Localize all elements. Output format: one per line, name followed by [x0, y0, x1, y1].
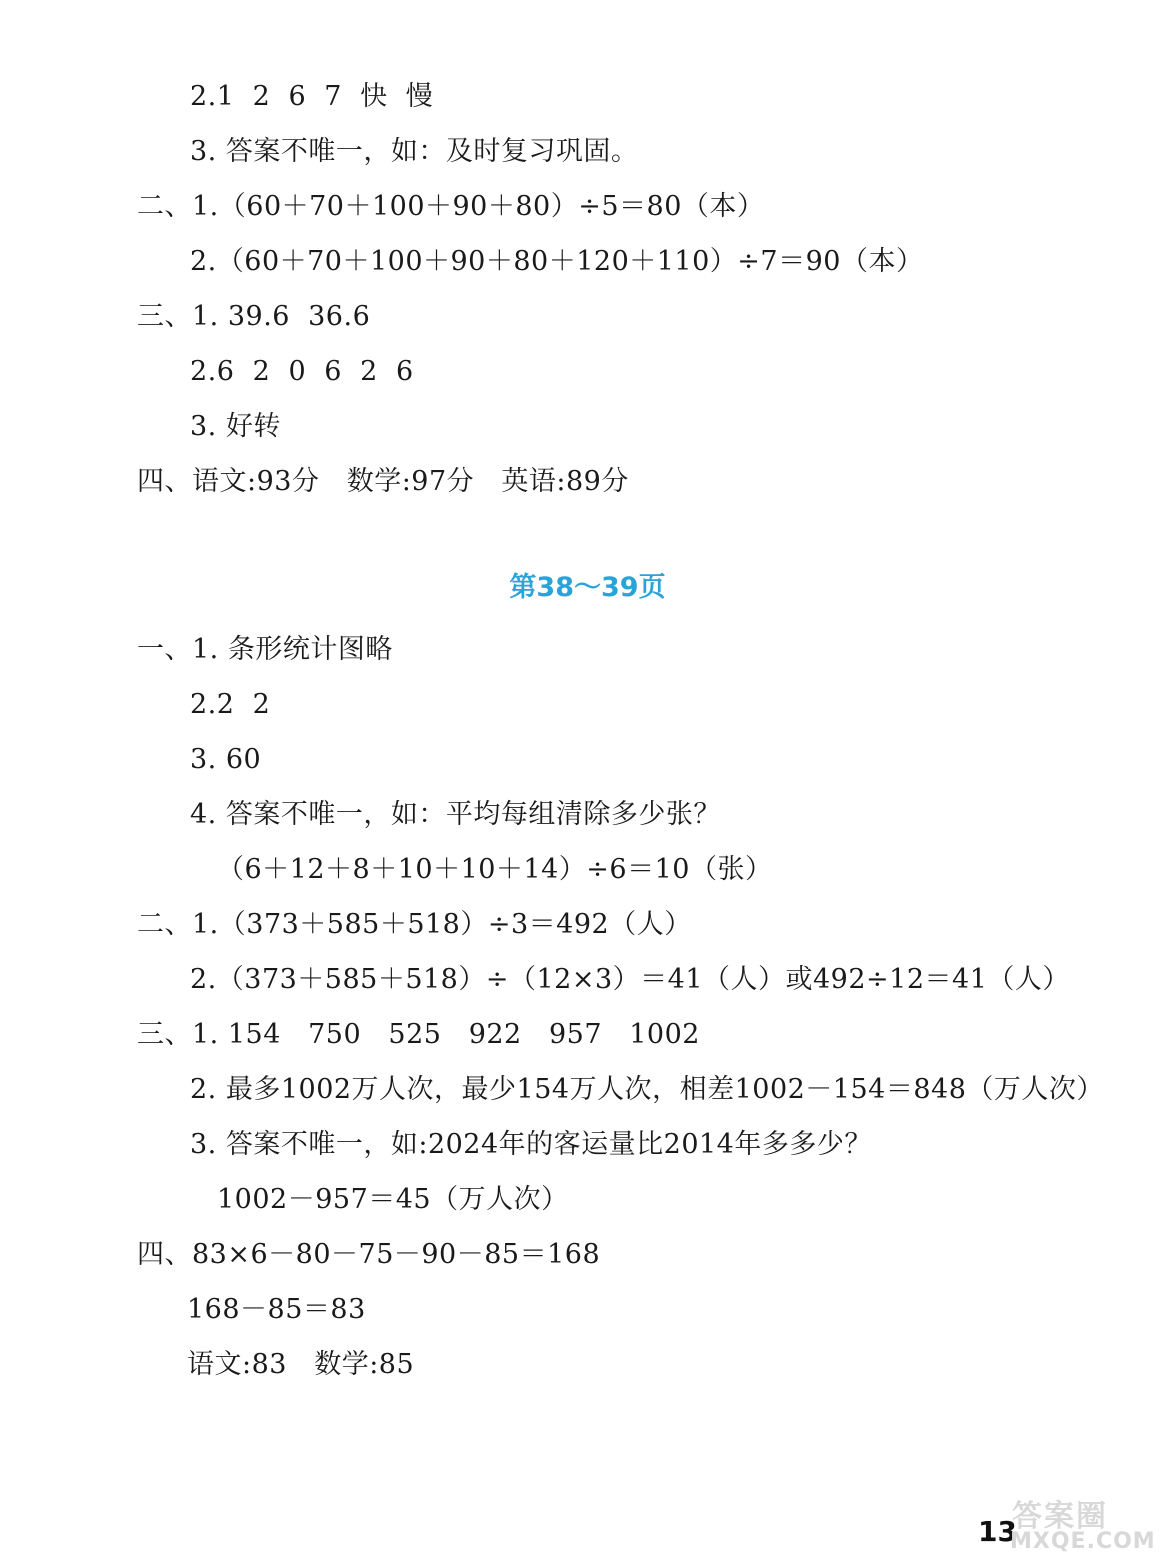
- answer-line: 二、1.（60＋70＋100＋90＋80）÷5＝80（本）: [137, 191, 765, 222]
- answer-line: 2.6 2 0 6 2 6: [190, 356, 414, 387]
- answer-line: 3. 答案不唯一，如:2024年的客运量比2014年多多少？: [190, 1129, 872, 1160]
- page-number: 13: [978, 1515, 1017, 1548]
- answer-line: 1002－957＝45（万人次）: [217, 1184, 569, 1215]
- answer-line: 168－85＝83: [187, 1294, 366, 1325]
- answer-line: 2.（373＋585＋518）÷（12×3）＝41（人）或492÷12＝41（人）: [190, 964, 1070, 995]
- answer-line: 二、1.（373＋585＋518）÷3＝492（人）: [137, 909, 692, 940]
- watermark-url: MXQE.COM: [1010, 1529, 1156, 1554]
- answer-line: 三、1. 154 750 525 922 957 1002: [137, 1019, 700, 1050]
- answer-line: 一、1. 条形统计图略: [137, 634, 393, 665]
- answer-line: 2.（60＋70＋100＋90＋80＋120＋110）÷7＝90（本）: [190, 246, 924, 277]
- answer-line: 四、83×6－80－75－90－85＝168: [137, 1239, 601, 1270]
- answer-line: 2. 最多1002万人次，最少154万人次，相差1002－154＝848（万人次）: [190, 1074, 1104, 1105]
- answer-line: 3. 答案不唯一，如：及时复习巩固。: [190, 136, 639, 167]
- answer-line: 3. 60: [190, 744, 262, 775]
- answer-line: 4. 答案不唯一，如：平均每组清除多少张？: [190, 799, 721, 830]
- answer-line: 2.2 2: [190, 689, 271, 720]
- watermark-logo-text: 答案圈: [1012, 1499, 1108, 1534]
- answer-line: 语文:83 数学:85: [187, 1349, 415, 1380]
- answer-line: 3. 好转: [190, 411, 281, 442]
- watermark-logo: [1008, 1499, 1170, 1554]
- answer-line: 三、1. 39.6 36.6: [137, 301, 371, 332]
- answer-line: 四、语文:93分 数学:97分 英语:89分: [137, 466, 629, 497]
- answer-line: 2.1 2 6 7 快 慢: [190, 81, 434, 112]
- answer-line: （6＋12＋8＋10＋10＋14）÷6＝10（张）: [217, 854, 773, 885]
- section-heading: 第38～39页: [509, 572, 666, 603]
